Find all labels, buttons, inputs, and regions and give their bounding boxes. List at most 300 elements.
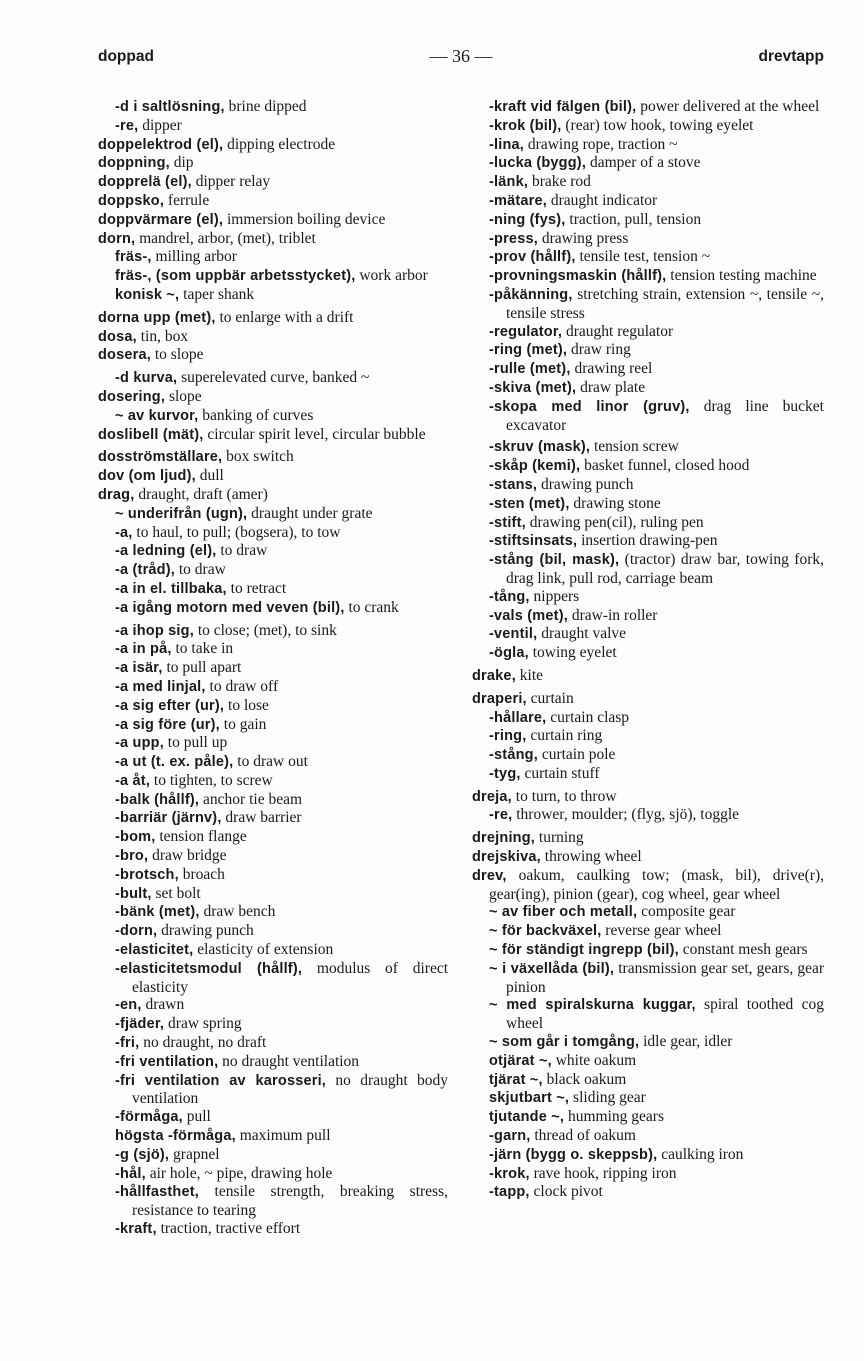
entry-translation: curtain ring — [530, 727, 603, 745]
dictionary-entry — [98, 716, 448, 735]
entry-headword: -bult, — [115, 885, 152, 902]
entry-headword: -a med linjal, — [115, 678, 206, 695]
entry-headword: -rulle (met), — [489, 361, 571, 378]
entry-headword: -a upp, — [115, 735, 164, 752]
dictionary-entry — [472, 379, 824, 398]
entry-headword: -ring (met), — [489, 342, 568, 359]
dictionary-entry — [98, 847, 448, 866]
entry-headword: -provningsmaskin (hållf), — [489, 268, 667, 285]
entry-translation: to draw off — [209, 677, 279, 695]
entry-headword: drag, — [98, 486, 135, 503]
entry-translation: to take in — [175, 640, 234, 658]
entry-headword: -ögla, — [489, 645, 529, 662]
entry-headword: draperi, — [472, 690, 527, 707]
entry-headword: -krok (bil), — [489, 117, 562, 134]
entry-headword: -bro, — [115, 848, 149, 865]
dictionary-entry — [472, 117, 824, 136]
dictionary-entry — [98, 267, 448, 286]
entry-headword: doppning, — [98, 155, 170, 172]
dictionary-entry — [98, 328, 448, 347]
dictionary-entry — [472, 922, 824, 941]
entry-translation: drawing reel — [574, 360, 653, 378]
dictionary-entry — [98, 903, 448, 922]
dictionary-entry — [98, 154, 448, 173]
entry-headword: doppvärmare (el), — [98, 211, 224, 228]
page-header — [98, 44, 824, 72]
dictionary-entry — [472, 1108, 824, 1127]
entry-translation: grapnel — [173, 1145, 220, 1163]
entry-headword: -re, — [489, 807, 513, 824]
entry-headword: ~ med spiralskurna kuggar, — [489, 997, 696, 1014]
page-number: — 36 — — [429, 46, 493, 66]
dictionary-entry — [98, 828, 448, 847]
entry-headword: doppelektrod (el), — [98, 136, 224, 153]
entry-headword: -påkänning, — [489, 286, 573, 303]
entry-translation: draw plate — [580, 378, 646, 396]
entry-translation: no draught, no draft — [143, 1034, 267, 1052]
dictionary-entry — [472, 438, 824, 457]
entry-headword: -hållare, — [489, 709, 547, 726]
entry-headword: -skiva (met), — [489, 379, 577, 396]
dictionary-entry — [472, 360, 824, 379]
entry-headword: drejskiva, — [472, 849, 541, 866]
entry-headword: -en, — [115, 997, 142, 1014]
dictionary-entry — [472, 341, 824, 360]
entry-translation: damper of a stove — [589, 154, 701, 172]
entry-translation: constant mesh gears — [682, 941, 808, 959]
entry-headword: -elasticitetsmodul (hållf), — [115, 960, 303, 977]
dictionary-entry — [472, 1127, 824, 1146]
dictionary-entry — [98, 640, 448, 659]
entry-translation: oakum, caulking tow; (mask, bil), drive(r), gear(ing), pinion (gear), cog wheel, gear wheel — [489, 866, 824, 903]
entry-headword: dorn, — [98, 230, 136, 247]
dictionary-entry — [472, 690, 824, 709]
entry-translation: drag line bucket excavator — [506, 397, 824, 434]
dictionary-entry — [472, 154, 824, 173]
entry-translation: maximum pull — [239, 1127, 331, 1145]
dictionary-entry — [472, 867, 824, 904]
entry-headword: -dorn, — [115, 923, 158, 940]
entry-translation: to lose — [228, 696, 269, 714]
dictionary-entry — [472, 495, 824, 514]
dictionary-entry — [98, 1015, 448, 1034]
entry-headword: -stans, — [489, 476, 538, 493]
entry-translation: to draw — [220, 542, 268, 560]
entry-headword: fräs-, — [115, 249, 152, 266]
entry-translation: draw bench — [203, 903, 276, 921]
entry-translation: throwing wheel — [544, 848, 642, 866]
dictionary-entry — [98, 941, 448, 960]
entry-headword: -stift, — [489, 514, 526, 531]
entry-headword: ~ som går i tomgång, — [489, 1034, 640, 1051]
dictionary-entry — [472, 806, 824, 825]
entry-translation: drawing punch — [541, 475, 634, 493]
entry-translation: modulus of direct elasticity — [132, 959, 449, 996]
entry-translation: to slope — [154, 346, 204, 364]
entry-translation: draw barrier — [225, 809, 302, 827]
entry-translation: milling arbor — [155, 248, 237, 266]
entry-translation: draw spring — [168, 1015, 242, 1033]
entry-headword: -d i saltlösning, — [115, 99, 225, 115]
entry-headword: -mätare, — [489, 192, 548, 209]
entry-headword: ~ för ständigt ingrepp (bil), — [489, 942, 679, 959]
dictionary-entry — [472, 625, 824, 644]
dictionary-entry — [98, 599, 448, 618]
entry-translation: stretching strain, extension ~, tensile ~, tensile stress — [506, 285, 825, 322]
entry-headword: -g (sjö), — [115, 1146, 170, 1163]
dictionary-entry — [98, 1127, 448, 1146]
dictionary-entry — [472, 286, 824, 323]
dictionary-entry — [472, 607, 824, 626]
dictionary-entry — [98, 753, 448, 772]
entry-translation: power delivered at the wheel — [640, 98, 820, 115]
entry-translation: brine dipped — [228, 98, 307, 115]
dictionary-entry — [98, 388, 448, 407]
dictionary-entry — [472, 848, 824, 867]
entry-translation: slope — [168, 387, 202, 405]
entry-headword: -tång, — [489, 588, 530, 605]
entry-headword: -a ihop sig, — [115, 622, 194, 639]
entry-headword: -fri, — [115, 1035, 140, 1052]
entry-translation: to retract — [230, 579, 287, 597]
entry-headword: ~ underifrån (ugn), — [115, 505, 248, 522]
dictionary-entry — [472, 173, 824, 192]
entry-translation: humming gears — [568, 1108, 664, 1126]
dictionary-entry — [98, 996, 448, 1015]
entry-headword: -balk (hållf), — [115, 791, 200, 808]
entry-translation: spiral toothed cog wheel — [506, 996, 825, 1033]
entry-headword: dov (om ljud), — [98, 468, 196, 485]
entry-translation: traction, pull, tension — [569, 210, 702, 228]
entry-translation: composite gear — [641, 903, 736, 921]
entry-translation: to turn, to throw — [515, 787, 617, 805]
entry-translation: turning — [538, 829, 584, 847]
left-column — [98, 98, 448, 1239]
entry-translation: dipping electrode — [227, 135, 336, 153]
dictionary-entry — [98, 1165, 448, 1184]
dictionary-entry — [472, 514, 824, 533]
dictionary-entry — [472, 941, 824, 960]
dictionary-entry — [98, 117, 448, 136]
dictionary-entry — [472, 765, 824, 784]
entry-translation: nippers — [533, 587, 580, 605]
entry-translation: superelevated curve, banked ~ — [181, 369, 370, 387]
header-first-word: doppad — [98, 48, 154, 65]
dictionary-entry — [472, 1183, 824, 1202]
entry-headword: -a in på, — [115, 641, 172, 658]
entry-translation: draw bridge — [152, 847, 227, 865]
dictionary-entry — [98, 1220, 448, 1239]
entry-translation: broach — [182, 865, 225, 883]
dictionary-entry — [472, 829, 824, 848]
entry-translation: taper shank — [183, 285, 255, 303]
entry-headword: -a igång motorn med veven (bil), — [115, 599, 345, 616]
entry-translation: transmission gear set, gears, gear pinion — [506, 959, 824, 996]
entry-headword: ~ i växellåda (bil), — [489, 960, 615, 977]
entry-headword: -barriär (järnv), — [115, 810, 222, 827]
entry-headword: dosströmställare, — [98, 449, 223, 466]
dictionary-entry — [472, 727, 824, 746]
dictionary-entry — [98, 486, 448, 505]
entry-headword: dosera, — [98, 347, 151, 364]
entry-headword: -garn, — [489, 1128, 531, 1145]
entry-headword: tjärat ~, — [489, 1071, 543, 1088]
dictionary-entry — [98, 622, 448, 641]
entry-headword: ~ för backväxel, — [489, 923, 602, 940]
entry-translation: to pull up — [167, 734, 228, 752]
entry-headword: -lina, — [489, 136, 525, 153]
entry-translation: towing eyelet — [532, 644, 617, 662]
dictionary-entry — [472, 323, 824, 342]
entry-translation: draught under grate — [251, 504, 373, 522]
dictionary-entry — [98, 211, 448, 230]
entry-translation: insertion drawing-pen — [581, 532, 718, 550]
entry-headword: -sten (met), — [489, 495, 570, 512]
entry-translation: curtain clasp — [550, 708, 630, 726]
entry-translation: clock pivot — [533, 1183, 603, 1201]
dictionary-entry — [472, 476, 824, 495]
dictionary-entry — [472, 192, 824, 211]
entry-translation: to draw out — [237, 753, 308, 771]
dictionary-entry — [98, 1146, 448, 1165]
dictionary-entry — [98, 524, 448, 543]
dictionary-entry — [472, 398, 824, 435]
dictionary-entry — [472, 996, 824, 1033]
entry-translation: rave hook, ripping iron — [533, 1164, 677, 1182]
entry-translation: elasticity of extension — [197, 941, 334, 959]
entry-translation: to haul, to pull; (bogsera), to tow — [136, 523, 341, 541]
dictionary-entry — [98, 173, 448, 192]
entry-headword: doslibell (mät), — [98, 426, 204, 443]
dictionary-entry — [98, 505, 448, 524]
dictionary-entry — [98, 1108, 448, 1127]
dictionary-entry — [472, 457, 824, 476]
entry-headword: -fjäder, — [115, 1016, 165, 1033]
dictionary-entry — [98, 136, 448, 155]
dictionary-entry — [98, 309, 448, 328]
entry-translation: curtain stuff — [524, 764, 600, 782]
entry-headword: dreja, — [472, 788, 512, 805]
entry-headword: högsta -förmåga, — [115, 1128, 236, 1145]
dictionary-entry — [98, 659, 448, 678]
entry-headword: -fri ventilation, — [115, 1053, 219, 1070]
entry-translation: draught regulator — [565, 322, 674, 340]
dictionary-entry — [98, 286, 448, 305]
entry-headword: -a ledning (el), — [115, 543, 217, 560]
entry-headword: -skopa med linor (gruv), — [489, 398, 690, 415]
entry-translation: banking of curves — [202, 406, 314, 424]
dictionary-entry — [98, 772, 448, 791]
entry-translation: dipper relay — [195, 173, 271, 191]
entry-headword: tjutande ~, — [489, 1109, 565, 1126]
dictionary-entry — [472, 788, 824, 807]
dictionary-entry — [472, 230, 824, 249]
entry-translation: idle gear, idler — [643, 1033, 733, 1051]
entry-headword: otjärat ~, — [489, 1052, 552, 1069]
dictionary-entry — [98, 1053, 448, 1072]
dictionary-entry — [98, 678, 448, 697]
entry-translation: reverse gear wheel — [605, 922, 722, 940]
entry-headword: -stång (bil, mask), — [489, 552, 620, 569]
entry-headword: dopprelä (el), — [98, 174, 192, 191]
dictionary-entry — [472, 1146, 824, 1165]
entry-translation: kite — [519, 666, 544, 684]
entry-translation: circular spirit level, circular bubble — [207, 425, 426, 443]
entry-translation: dipper — [142, 116, 182, 134]
dictionary-entry — [98, 369, 448, 388]
entry-translation: drawing pen(cil), ruling pen — [529, 513, 704, 531]
entry-headword: -kraft, — [115, 1221, 157, 1238]
entry-translation: thread of oakum — [534, 1127, 636, 1145]
entry-translation: caulking iron — [661, 1145, 744, 1163]
header-last-word: drevtapp — [758, 48, 824, 65]
entry-translation: to gain — [223, 715, 267, 733]
dictionary-entry — [98, 448, 448, 467]
entry-headword: -press, — [489, 230, 538, 247]
entry-headword: drake, — [472, 667, 516, 684]
dictionary-entry — [98, 866, 448, 885]
dictionary-entry — [98, 960, 448, 997]
dictionary-entry — [472, 532, 824, 551]
dictionary-entry — [98, 346, 448, 365]
dictionary-entry — [472, 746, 824, 765]
entry-translation: tension testing machine — [670, 267, 817, 285]
entry-translation: tensile strength, breaking stress, resistance to tearing — [132, 1183, 448, 1220]
entry-headword: -tapp, — [489, 1184, 530, 1201]
entry-headword: ~ av kurvor, — [115, 407, 199, 424]
entry-headword: -regulator, — [489, 323, 563, 340]
entry-translation: anchor tie beam — [203, 790, 303, 808]
entry-translation: to close; (met), to sink — [197, 621, 337, 639]
dictionary-entry — [98, 192, 448, 211]
entry-headword: -brotsch, — [115, 866, 179, 883]
entry-translation: black oakum — [546, 1070, 627, 1088]
dictionary-entry — [98, 922, 448, 941]
entry-translation: basket funnel, closed hood — [584, 457, 750, 475]
entry-translation: dip — [173, 154, 194, 172]
dictionary-entry — [98, 809, 448, 828]
entry-translation: thrower, moulder; (flyg, sjö), toggle — [516, 806, 740, 824]
entry-headword: -bänk (met), — [115, 904, 200, 921]
dictionary-entry — [98, 98, 448, 117]
entry-headword: -a in el. tillbaka, — [115, 580, 227, 597]
dictionary-entry — [472, 903, 824, 922]
dictionary-entry — [472, 136, 824, 155]
dictionary-entry — [472, 98, 824, 117]
entry-translation: box switch — [226, 448, 294, 466]
entry-translation: tin, box — [140, 327, 189, 345]
dictionary-entry — [98, 467, 448, 486]
dictionary-entry — [98, 885, 448, 904]
entry-translation: ferrule — [167, 191, 210, 209]
entry-headword: -stiftsinsats, — [489, 533, 578, 550]
entry-headword: fräs-, (som uppbär arbetsstycket), — [115, 268, 356, 285]
entry-headword: konisk ~, — [115, 286, 180, 303]
entry-headword: -skåp (kemi), — [489, 458, 581, 475]
dictionary-entry — [472, 1033, 824, 1052]
entry-headword: -järn (bygg o. skeppsb), — [489, 1146, 658, 1163]
entry-translation: curtain pole — [541, 746, 616, 764]
entry-headword: skjutbart ~, — [489, 1090, 570, 1107]
entry-headword: -a ut (t. ex. påle), — [115, 754, 234, 771]
entry-translation: drawing stone — [573, 494, 661, 512]
dictionary-entry — [472, 211, 824, 230]
dictionary-entry — [472, 960, 824, 997]
dictionary-entry — [98, 1072, 448, 1109]
entry-translation: pull — [186, 1108, 211, 1126]
entry-headword: dosa, — [98, 328, 137, 345]
dictionary-entry — [98, 580, 448, 599]
entry-headword: -lucka (bygg), — [489, 155, 587, 172]
entry-translation: drawing punch — [161, 922, 254, 940]
entry-headword: -elasticitet, — [115, 942, 194, 959]
entry-headword: -skruv (mask), — [489, 439, 591, 456]
entry-headword: -hållfasthet, — [115, 1184, 199, 1201]
entry-headword: -förmåga, — [115, 1109, 183, 1126]
dictionary-entry — [472, 1071, 824, 1090]
entry-headword: -fri ventilation av karosseri, — [115, 1072, 327, 1089]
entry-translation: dull — [199, 467, 224, 485]
entry-translation: no draught ventilation — [222, 1052, 360, 1070]
entry-translation: immersion boiling device — [226, 210, 386, 228]
dictionary-entry — [472, 1165, 824, 1184]
entry-translation: curtain — [530, 689, 574, 707]
entry-translation: draught indicator — [550, 191, 658, 209]
entry-headword: -a sig före (ur), — [115, 716, 220, 733]
entry-translation: draw-in roller — [571, 606, 658, 624]
entry-translation: air hole, ~ pipe, drawing hole — [149, 1164, 333, 1182]
entry-headword: -a isär, — [115, 660, 163, 677]
entry-headword: -länk, — [489, 174, 529, 191]
dictionary-entry — [98, 791, 448, 810]
entry-translation: sliding gear — [573, 1089, 646, 1107]
entry-translation: to enlarge with a drift — [219, 308, 354, 326]
entry-translation: (rear) tow hook, towing eyelet — [565, 116, 754, 134]
entry-headword: -a (tråd), — [115, 562, 175, 579]
entry-headword: -hål, — [115, 1165, 146, 1182]
dictionary-entry — [98, 230, 448, 249]
dictionary-entry — [98, 1183, 448, 1220]
entry-translation: set bolt — [155, 884, 201, 902]
entry-translation: tensile test, tension ~ — [579, 248, 711, 266]
entry-translation: to crank — [348, 598, 399, 616]
entry-translation: no draught body ventilation — [132, 1071, 448, 1108]
entry-translation: white oakum — [555, 1051, 637, 1069]
dictionary-entry — [472, 588, 824, 607]
dictionary-entry — [472, 1052, 824, 1071]
entry-translation: traction, tractive effort — [160, 1220, 301, 1238]
entry-headword: -ning (fys), — [489, 211, 566, 228]
entry-translation: mandrel, arbor, (met), triblet — [139, 229, 316, 247]
entry-headword: -a åt, — [115, 772, 151, 789]
entry-headword: -tyg, — [489, 765, 521, 782]
entry-translation: draught valve — [541, 625, 627, 643]
entry-translation: drawing press — [541, 229, 629, 247]
entry-headword: -vals (met), — [489, 607, 568, 624]
dictionary-entry — [472, 551, 824, 588]
entry-translation: to draw — [178, 561, 226, 579]
dictionary-entry — [98, 426, 448, 445]
entry-translation: to pull apart — [166, 659, 242, 677]
entry-headword: ~ av fiber och metall, — [489, 904, 638, 921]
entry-headword: -re, — [115, 117, 139, 134]
entry-translation: tension screw — [594, 438, 679, 456]
entry-headword: drejning, — [472, 830, 536, 847]
entry-headword: -ring, — [489, 728, 527, 745]
entry-translation: brake rod — [531, 173, 591, 191]
right-column — [472, 98, 824, 1202]
entry-headword: dosering, — [98, 388, 166, 405]
